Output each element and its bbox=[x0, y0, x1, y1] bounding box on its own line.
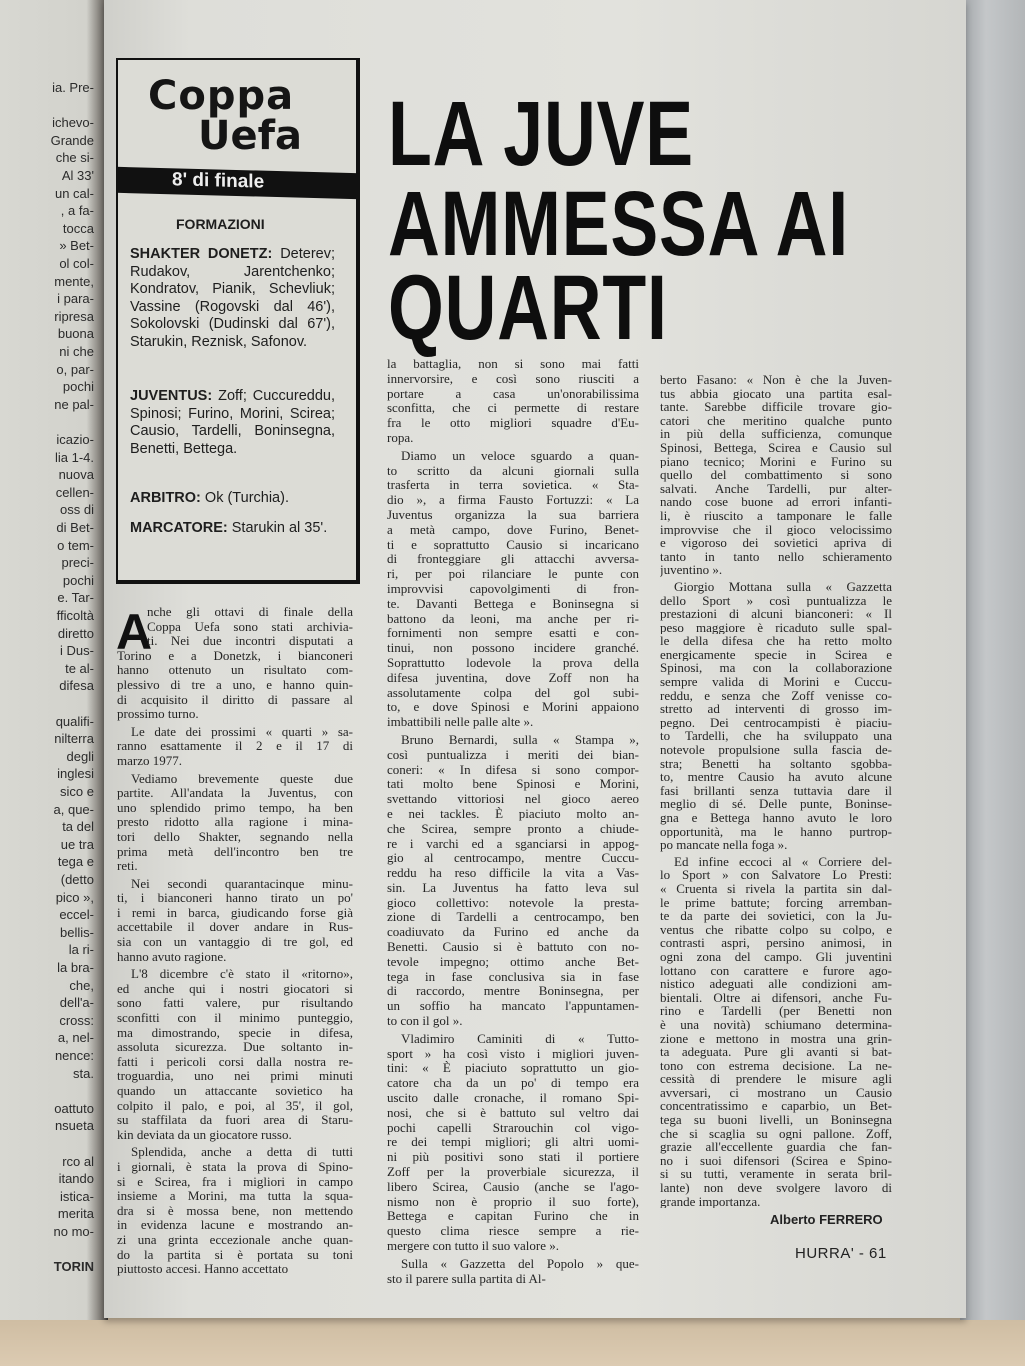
left-page-text-fragment: ta del bbox=[62, 819, 94, 835]
article-line: i remi in barca, giudicando forse già bbox=[117, 905, 353, 920]
article-line: concentratissimo e caparbio, un Bet- bbox=[660, 1099, 892, 1114]
article-column-2 bbox=[387, 357, 639, 1289]
article-line: to Tardelli, che ha sviluppato una bbox=[660, 729, 892, 744]
scorer bbox=[130, 520, 335, 538]
article-line: energicamente specie in Scirea e bbox=[660, 647, 892, 662]
left-page-text-fragment: un cal- bbox=[54, 185, 94, 201]
article-line: zione e mettono in mostra una grin- bbox=[660, 1031, 892, 1046]
left-page-text-fragment: sta. bbox=[73, 1065, 94, 1081]
article-line: Benetti. Causio si è battuto con no- bbox=[387, 940, 639, 955]
left-page-text-fragment: Grande bbox=[50, 132, 94, 148]
article-line: assoluta sicurezza. Due soltanto in- bbox=[117, 1040, 353, 1055]
article-line: plessivo di tre a uno, e hanno quin- bbox=[117, 677, 353, 692]
left-page-text-fragment: difesa bbox=[59, 678, 94, 694]
article-line: salvati. Anche Tardelli, pur alter- bbox=[660, 481, 892, 496]
article-line: di acquisito il diritto di passare al bbox=[117, 692, 353, 707]
article-line: fra le otto migliori squadre d'Eu- bbox=[387, 416, 639, 431]
article-line: to, mentre Causio ha avuto alcune bbox=[660, 770, 892, 784]
left-page-text-fragment: sico e bbox=[60, 784, 94, 799]
article-line: hanno ottenuto un risultato com- bbox=[117, 663, 353, 678]
article-line: tini: « È piaciuto soprattutto un gio- bbox=[387, 1061, 639, 1076]
article-line: tono con estrema decisione. La ne- bbox=[660, 1058, 892, 1073]
left-page-text-fragment: ne pal- bbox=[54, 396, 94, 412]
article-line: tanto in tanto nello schieramento bbox=[660, 549, 892, 564]
headline-line-3: QUARTI bbox=[388, 257, 668, 359]
article-line: quello del combattimento si sono bbox=[660, 468, 892, 482]
left-page-text-fragment: » Bet- bbox=[59, 238, 94, 254]
headline-line-1: LA JUVE bbox=[388, 83, 694, 185]
article-line: dra si è mossa bene, non mettendo bbox=[117, 1203, 353, 1218]
article-line: gioco collettivo: notevole la presta- bbox=[387, 895, 639, 910]
article-paragraph bbox=[387, 733, 639, 1029]
article-line: partite. All'andata la Juventus, con bbox=[117, 786, 353, 801]
article-line: catore cha da un po' di tempo era bbox=[387, 1076, 639, 1091]
article-line: battono da leoni, ma anche per ri- bbox=[387, 611, 639, 626]
article-line: lante) non deve svolgere lavoro di bbox=[660, 1181, 892, 1195]
left-page-text-fragment: ol col- bbox=[59, 256, 94, 271]
article-line: Spinosi, Bettega, Scirea e Causio sul bbox=[660, 440, 892, 455]
article-line: tati molto bene Spinosi e Morini, bbox=[387, 777, 639, 792]
coppa-uefa-logo bbox=[148, 73, 303, 159]
article-line: cessità di prendere le misure agli bbox=[660, 1072, 892, 1086]
headline-line-2: AMMESSA AI bbox=[388, 173, 849, 275]
article-line: tinui, non possono incidere granché. bbox=[387, 641, 639, 656]
left-page-text-fragment: TORIN bbox=[53, 1259, 94, 1275]
article-line: che Scirea, sempre pronto a chiude- bbox=[387, 821, 639, 836]
left-page-text-fragment: cellen- bbox=[55, 484, 94, 500]
article-line: re i varchi ed a sganciarsi in appog- bbox=[387, 836, 639, 851]
left-page-text-fragment: Al 33' bbox=[61, 168, 94, 183]
drop-cap: A bbox=[116, 604, 153, 660]
team-players: Zoff; Cuccureddu, Spinosi; Furino, Morini, Scirea; Causio, Tardelli, Boninsegna, Benetti, Bettega. bbox=[130, 388, 335, 457]
article-line: to con il gol ». bbox=[387, 1014, 463, 1029]
article-line: Bruno Bernardi, sulla « Stampa », bbox=[401, 732, 639, 747]
article-line: Ed infine eccoci al « Corriere del- bbox=[674, 854, 892, 869]
article-line: difesa juventina, dove Zoff non ha bbox=[387, 670, 639, 685]
left-page-text-fragment: istica- bbox=[60, 1188, 94, 1204]
article-line: sin. La Juventus ha fatto leva sul bbox=[387, 880, 639, 895]
article-paragraph bbox=[387, 1257, 639, 1287]
article-paragraph bbox=[660, 855, 892, 1208]
left-page-text-fragment: la bra- bbox=[57, 960, 94, 975]
article-line: imbattibili nelle palle alte ». bbox=[387, 715, 534, 730]
article-line: re dei tempi migliori; gli altri uomi- bbox=[387, 1135, 639, 1150]
left-page-text-fragment: nsueta bbox=[54, 1118, 94, 1134]
article-line: di raccordo, mentre Boninsegna, per bbox=[387, 984, 639, 999]
lineup-shakter bbox=[130, 246, 335, 351]
article-line: Juventus organizza la sua barriera bbox=[387, 507, 639, 522]
article-line: ropa. bbox=[387, 430, 414, 445]
article-line: berto Fasano: « Non è che la Juven- bbox=[660, 373, 892, 387]
team-players: Deterev; Rudakov, Jarentchenko; Kondratov, Pianik, Schevliuk; Vassine (Rogovski dal 46'), Sokolovski (Dudinski dal 67'), Starukin, Reznisk, Safonov. bbox=[130, 246, 335, 350]
article-line: nismo non è proprio il suo forte), bbox=[387, 1194, 639, 1209]
left-page-text-fragment: (detto bbox=[60, 872, 94, 887]
article-line: reti. bbox=[117, 859, 138, 874]
left-page-text-fragment: la ri- bbox=[68, 942, 94, 958]
article-line: grazie all'eccellente guardia che fan- bbox=[660, 1140, 892, 1154]
article-line: te. Davanti Bettega e Boninsegna si bbox=[387, 596, 639, 611]
article-line: sport » ha così visto i migliori juven- bbox=[387, 1046, 639, 1061]
left-page-text-fragment: degli bbox=[66, 748, 94, 764]
article-paragraph bbox=[387, 1032, 639, 1254]
article-line: no i suoi difensori (Scirea e Spino- bbox=[660, 1153, 892, 1168]
article-line: zione di Tardelli a centrocampo, ben bbox=[387, 910, 639, 925]
article-line: prossimo turno. bbox=[117, 707, 199, 722]
left-page-text-fragment: e. Tar- bbox=[57, 590, 94, 606]
article-line: portare a casa un'onorabilissima bbox=[387, 386, 639, 401]
article-line: kin deviata da un giocatore russo. bbox=[117, 1127, 292, 1142]
article-line: e vigoroso dei sovietici apriva di bbox=[660, 536, 892, 550]
referee-label: ARBITRO: bbox=[130, 490, 201, 506]
article-line: Spinosi, ma con la collaborazione bbox=[660, 661, 892, 676]
left-page-text-fragment: mente, bbox=[54, 273, 94, 289]
left-page-text-fragment: ni che bbox=[59, 344, 94, 359]
article-line: meglio di sé. Delle punte, Boninse- bbox=[660, 797, 892, 811]
article-line: nosi, che si è battuto sul veltro dai bbox=[387, 1105, 639, 1120]
article-line: to, e dove Spinosi e Morini appaiono bbox=[387, 700, 639, 715]
left-page-text-fragment: te al- bbox=[65, 660, 94, 676]
article-line: nistico adeguati alle condizioni am- bbox=[660, 977, 892, 991]
article-paragraph bbox=[660, 580, 892, 852]
article-line: sconfitti con il minimo punteggio, bbox=[117, 1011, 353, 1026]
left-page-text-fragment: pochi bbox=[62, 572, 94, 588]
article-line: Vladimiro Caminiti di « Tutto- bbox=[401, 1031, 639, 1046]
article-line: Giorgio Mottana sulla « Gazzetta bbox=[674, 579, 892, 594]
article-line: mergere con tutto il suo valore ». bbox=[387, 1239, 559, 1254]
article-line: si e Scirea, fra i migliori in campo bbox=[117, 1174, 353, 1189]
left-page-text-fragment: preci- bbox=[61, 555, 94, 571]
article-column-3 bbox=[660, 373, 892, 1211]
article-line: su staffilata da fuori area di Staru- bbox=[117, 1113, 353, 1128]
left-page-text-fragment: i Dus- bbox=[60, 643, 94, 659]
article-paragraph bbox=[117, 605, 353, 722]
article-line: sconfitta, che ci permette di restare bbox=[387, 401, 639, 416]
article-line: Nei secondi quarantacinque minu- bbox=[131, 876, 353, 891]
article-line: Torino e a Donetzk, i bianconeri bbox=[117, 648, 353, 663]
left-page-text-fragment: o tem- bbox=[57, 537, 94, 553]
article-line: assolutamente colpa del gol subi- bbox=[387, 685, 639, 700]
left-page-text-fragment: oattuto bbox=[54, 1100, 94, 1116]
left-page-text-fragment: buona bbox=[57, 326, 94, 342]
left-page-text-fragment: dell'a- bbox=[59, 995, 94, 1011]
article-line: presto ridotto alla ragione i mina- bbox=[117, 815, 353, 830]
article-line: tevole impegno; ottimo anche Bet- bbox=[387, 954, 639, 969]
article-line: Vediamo brevemente queste due bbox=[131, 771, 353, 786]
article-line: fasi brillanti senza tuttavia dare il bbox=[660, 783, 892, 798]
left-page-text-fragment: , a fa- bbox=[60, 203, 94, 219]
article-paragraph bbox=[387, 449, 639, 730]
left-page-text-fragment: pochi bbox=[62, 379, 94, 395]
article-line: improvvisi capovolgimenti di fron- bbox=[387, 581, 639, 596]
article-line: quando un attaccante sovietico ha bbox=[117, 1084, 353, 1098]
article-line: Le date dei prossimi « quarti » sa- bbox=[131, 724, 353, 739]
left-page-text-fragment: tocca bbox=[62, 220, 94, 236]
article-line: innervorsire, e così sono riusciti a bbox=[387, 371, 639, 386]
left-page-text-fragment: nuova bbox=[58, 467, 94, 483]
article-paragraph bbox=[117, 967, 353, 1142]
article-line: fornimenti non sempre esatti e con- bbox=[387, 626, 639, 641]
article-paragraph bbox=[117, 772, 353, 874]
left-page-text-fragment: oss di bbox=[60, 502, 94, 518]
article-line: do la partita si è portata su toni bbox=[117, 1247, 353, 1262]
article-line: la battaglia, non si sono mai fatti bbox=[387, 357, 639, 371]
article-line: a metà campo, dove Furino, Benet- bbox=[387, 522, 639, 537]
article-line: ti. Nei due incontri disputati a bbox=[147, 634, 353, 649]
article-line: Sulla « Gazzetta del Popolo » que- bbox=[401, 1256, 639, 1271]
article-line: sempre valida di Morini e Cuccu- bbox=[660, 675, 892, 689]
article-line: Soprattutto lodevole la prova della bbox=[387, 655, 639, 670]
article-line: Splendida, anche a detta di tutti bbox=[131, 1145, 353, 1160]
left-page-text-fragment: che si- bbox=[55, 150, 94, 166]
article-line: uno splendido primo tempo, ha ben bbox=[117, 800, 353, 815]
article-line: juventino ». bbox=[660, 563, 723, 577]
left-page-text-fragment: rco al bbox=[62, 1153, 94, 1169]
team-label: SHAKTER DONETZ: bbox=[130, 246, 273, 262]
article-line: un soffio ha mancato l'appuntamen- bbox=[387, 999, 639, 1014]
article-line: in evidenza lacune e mostrando an- bbox=[117, 1218, 353, 1233]
article-line: dio », a firma Fausto Fortuzzi: « La bbox=[387, 493, 639, 508]
left-page-text-fragment: ue tra bbox=[60, 836, 94, 852]
article-line: Zoff per la proverbiale sicurezza, il bbox=[387, 1165, 639, 1180]
article-line: così puntualizza i meriti dei bian- bbox=[387, 747, 639, 762]
left-page-text-fragment: eccel- bbox=[59, 907, 94, 923]
article-paragraph bbox=[660, 373, 892, 577]
page-footer: HURRA' - 61 bbox=[795, 1245, 887, 1262]
article-paragraph bbox=[117, 725, 353, 769]
left-page-text-fragment: nilterra bbox=[54, 731, 94, 747]
author-byline: Alberto FERRERO bbox=[770, 1212, 883, 1227]
article-line: nche gli ottavi di finale della bbox=[147, 605, 353, 619]
left-page-text-fragment: icazio- bbox=[56, 432, 94, 447]
article-line: accettabile il dover andare in Rus- bbox=[117, 920, 353, 935]
left-page-text-fragment: cross: bbox=[59, 1012, 94, 1028]
article-line: reddu, e senza che Zoff venisse co- bbox=[660, 688, 892, 703]
article-line: i giornali, è stata la prova di Spino- bbox=[117, 1159, 353, 1174]
article-line: avversari, ci mostrano un Causio bbox=[660, 1085, 892, 1100]
article-line: uscito dalle cronache, il romano Spi- bbox=[387, 1091, 639, 1106]
article-line: marzo 1977. bbox=[117, 753, 182, 768]
article-line: gio al centrocampo, mentre Cuccu- bbox=[387, 851, 639, 866]
article-line: ta adeguata. Pure gli avanti si bat- bbox=[660, 1045, 892, 1059]
article-line: Coppa Uefa sono stati archivia- bbox=[147, 619, 353, 634]
article-line: in più della sufficienza, comunque bbox=[660, 427, 892, 441]
article-line: pegno. Dei centrocampisti è piaciu- bbox=[660, 715, 892, 730]
article-line: ranno esattamente il 2 e il 17 di bbox=[117, 739, 353, 754]
article-line: tante. Sarebbe difficile trovare gio- bbox=[660, 400, 892, 414]
article-line: peso maggiore è ricaduto sulle spal- bbox=[660, 620, 892, 635]
article-line: grande importanza. bbox=[660, 1194, 761, 1209]
article-line: ri, per poi rilanciare le punte con bbox=[387, 567, 639, 582]
article-line: trasferta in terra sovietica. « Sta- bbox=[387, 478, 639, 493]
left-page-text-fragment: bellis- bbox=[60, 924, 94, 940]
left-page-text-fragment: merita bbox=[57, 1206, 94, 1222]
article-line: hanno avuto ragione. bbox=[117, 949, 227, 964]
article-line: zi una grinta eccezionale anche quan- bbox=[117, 1232, 353, 1247]
referee bbox=[130, 490, 335, 508]
article-line: po mancate nella foga ». bbox=[660, 838, 788, 852]
article-line: ventus che ribatte colpo su colpo, e bbox=[660, 922, 892, 937]
left-page-text-fragment: ichevo- bbox=[52, 115, 94, 131]
article-line: libero Scirea, Causio (anche se l'ago- bbox=[387, 1179, 639, 1194]
article-line: te da parte dei sovietici, con la Ju- bbox=[660, 909, 892, 923]
article-line: sto il parere sulla partita di Al- bbox=[387, 1271, 546, 1286]
article-line: stra; Benetti ha soltanto sgobba- bbox=[660, 756, 892, 771]
scorer-label: MARCATORE: bbox=[130, 520, 228, 536]
article-paragraph bbox=[117, 877, 353, 965]
left-page-text-fragment: diretto bbox=[57, 625, 94, 641]
logo-line-2: Uefa bbox=[198, 113, 303, 159]
left-page bbox=[0, 0, 108, 1320]
left-page-text-fragment: a, nel- bbox=[57, 1030, 94, 1046]
article-line: prestazioni di alcuni bianconeri: « Il bbox=[660, 607, 892, 621]
wall-background bbox=[960, 0, 1025, 1320]
article-line: piano tecnico; Morini e Furino su bbox=[660, 454, 892, 469]
lineup-juventus bbox=[130, 388, 335, 458]
article-line: dello Sport » così puntualizza le bbox=[660, 593, 892, 608]
article-line: gna e Bettega hanno avuto le loro bbox=[660, 811, 892, 825]
scorer-name: Starukin al 35'. bbox=[231, 520, 328, 536]
article-column-1 bbox=[117, 605, 353, 1280]
left-page-text-fragment: inglesi bbox=[57, 766, 94, 782]
article-line: le della difesa che ha retto molto bbox=[660, 634, 892, 648]
left-page-text-fragment: tega e bbox=[57, 854, 94, 870]
article-line: pochi capelli Strarouchin col vigo- bbox=[387, 1120, 639, 1135]
article-line: improvvise che il gioco velocissimo bbox=[660, 522, 892, 537]
left-page-text-fragment: ia. Pre- bbox=[52, 80, 94, 95]
article-line: ogni zona del campo. Gli juventini bbox=[660, 949, 892, 964]
article-line: sia con un vantaggio di tre gol, ed bbox=[117, 935, 353, 950]
article-line: lo Sport » con Salvatore Lo Presti: bbox=[660, 868, 892, 882]
left-page-text-fragment: o, par- bbox=[56, 361, 94, 377]
article-line: ti, i bianconeri hanno tirato un po' bbox=[117, 891, 353, 906]
article-line: bientali. Oltre ai difensori, anche Fu- bbox=[660, 990, 892, 1005]
article-line: tori dello Shakter, segnando nella bbox=[117, 829, 353, 844]
article-line: le prime battute; forcing arremban- bbox=[660, 895, 892, 910]
article-line: tus abbia giocato una partita esal- bbox=[660, 386, 892, 401]
article-line: e nei tackles. È piaciuto molto an- bbox=[387, 806, 639, 821]
left-page-text-fragment: qualifi- bbox=[55, 713, 94, 729]
article-line: stretto ad interventi di grosso im- bbox=[660, 702, 892, 716]
article-line: prima metà dell'incontro ben tre bbox=[117, 844, 353, 859]
logo-line-1: Coppa bbox=[148, 73, 295, 119]
left-page-text-fragment: di Bet- bbox=[56, 520, 94, 535]
article-line: ti e soprattutto Causio si incaricano bbox=[387, 537, 639, 552]
lineups-heading: FORMAZIONI bbox=[176, 216, 265, 232]
referee-name: Ok (Turchia). bbox=[204, 490, 289, 506]
article-line: insieme a Morini, ma tutta la squa- bbox=[117, 1189, 353, 1204]
left-page-text-fragment: i para- bbox=[57, 291, 94, 307]
article-paragraph bbox=[387, 357, 639, 446]
article-line: notevole propulsione sulla fascia de- bbox=[660, 743, 892, 757]
article-line: tega in fase conclusiva sia in fase bbox=[387, 969, 639, 984]
article-line: di fronteggiare gli attacchi avversa- bbox=[387, 552, 639, 567]
article-line: è una novità) schiumano determina- bbox=[660, 1017, 892, 1032]
left-page-text-fragment: ripresa bbox=[54, 308, 94, 324]
article-line: Bettega e capitan Furino che in bbox=[387, 1209, 639, 1224]
article-line: opportunità, ma le hanno purtrop- bbox=[660, 824, 892, 839]
left-page-text-fragment: pico », bbox=[55, 889, 94, 905]
article-line: si su tutti, veramente in serata bril- bbox=[660, 1167, 892, 1182]
left-page-text-fragment: che, bbox=[69, 977, 94, 993]
article-line: ma dimostrando, specie in difesa, bbox=[117, 1025, 353, 1040]
article-line: tega su buoni livelli, un Boninsegna bbox=[660, 1113, 892, 1127]
article-line: coneri: « In difesa si sono compor- bbox=[387, 762, 639, 777]
article-line: ni più positivi sono stati il portiere bbox=[387, 1150, 639, 1165]
left-page-text-fragment: itando bbox=[58, 1171, 94, 1187]
article-line: Diamo un veloce sguardo a quan- bbox=[401, 448, 639, 463]
article-line: colpito il palo, e poi, al 35', il gol, bbox=[117, 1098, 353, 1113]
article-line: fatti i pericoli corsi dalla nostra re- bbox=[117, 1054, 353, 1069]
article-line: catori che meritino qualche punto bbox=[660, 413, 892, 428]
left-page-text-fragment: lia 1-4. bbox=[54, 449, 94, 465]
article-line: contrasti aspri, persino animosi, in bbox=[660, 936, 892, 950]
article-line: che si scaglia su ogni pallone. Zoff, bbox=[660, 1126, 892, 1141]
article-line: li, è riuscito a tamponare le falle bbox=[660, 508, 892, 523]
article-line: lottano con carattere e furore ago- bbox=[660, 963, 892, 978]
article-line: ed anche qui i nostri giocatori si bbox=[117, 981, 353, 996]
article-line: « Cruenta si rivela la partita sin dal- bbox=[660, 881, 892, 896]
article-line: coadiuvato da Furino ed anche da bbox=[387, 925, 639, 940]
round-label: 8' di finale bbox=[172, 169, 265, 193]
left-page-text-fragment: a, que- bbox=[53, 801, 94, 817]
article-line: troguardia, uno nei primi minuti bbox=[117, 1069, 353, 1084]
article-line: piuttosto accesi. Hanno accettato bbox=[117, 1262, 289, 1277]
article-paragraph bbox=[117, 1145, 353, 1276]
article-line: questo clima riesce sempre a rie- bbox=[387, 1224, 639, 1239]
team-label: JUVENTUS: bbox=[130, 388, 213, 404]
article-line: reddu ha reso difficile la vita a Vas- bbox=[387, 866, 639, 881]
article-line: to scritto da alcuni giornali sulla bbox=[387, 463, 639, 478]
article-line: sono fatti valere, pur risultando bbox=[117, 996, 353, 1011]
article-line: nando cose buone ad errori infanti- bbox=[660, 495, 892, 509]
article-line: rino e Tardelli (per Benetti non bbox=[660, 1004, 892, 1018]
article-line: L'8 dicembre c'è stato il «ritorno», bbox=[131, 967, 353, 982]
article-line: svettando vittoriosi nel gioco aereo bbox=[387, 792, 639, 807]
left-page-text-fragment: no mo- bbox=[53, 1224, 94, 1239]
left-page-text-fragment: nence: bbox=[54, 1048, 94, 1063]
left-page-text-fragment: fficoltà bbox=[56, 608, 94, 623]
